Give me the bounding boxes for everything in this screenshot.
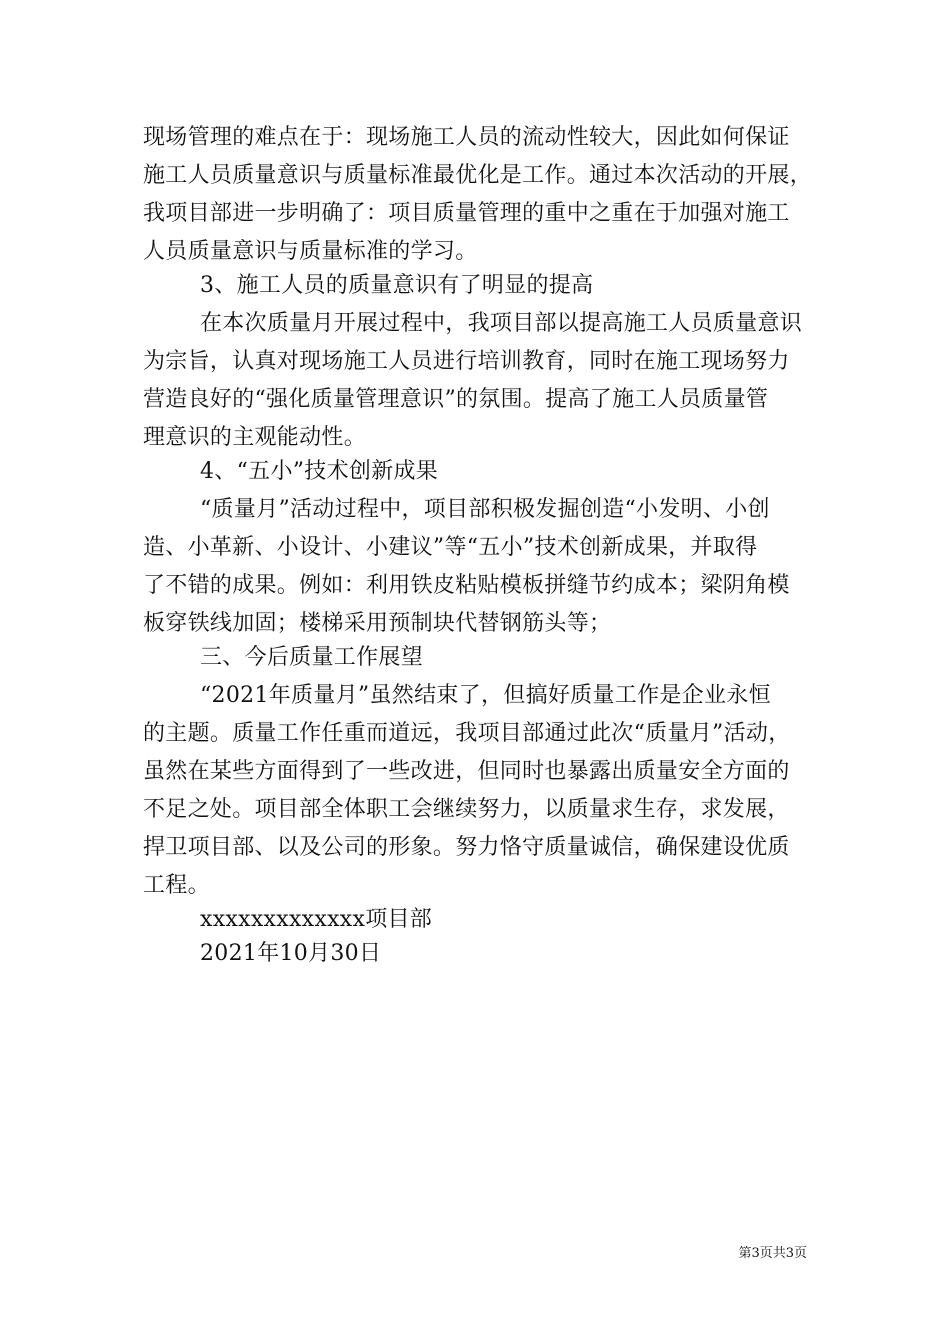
paragraph-line: 造、小革新、小设计、小建议”等“五小”技术创新成果，并取得 [143, 535, 758, 560]
signature-department: xxxxxxxxxxxxx项目部 [200, 907, 433, 932]
paragraph-line: 人员质量意识与质量标准的学习。 [143, 239, 478, 264]
page-number-footer: 第3页共3页 [738, 1246, 807, 1261]
paragraph-line: 了不错的成果。例如：利用铁皮粘贴模板拼缝节约成本；梁阴角模 [143, 573, 790, 598]
section-heading: 3、施工人员的质量意识有了明显的提高 [200, 273, 594, 298]
paragraph-line: 不足之处。项目部全体职工会继续努力，以质量求生存，求发展， [143, 797, 790, 822]
signature-date: 2021年10月30日 [200, 941, 382, 966]
paragraph-line: 工程。 [143, 873, 210, 898]
paragraph-line: 为宗旨，认真对现场施工人员进行培训教育，同时在施工现场努力 [143, 349, 790, 374]
paragraph-line: “2021年质量月”虽然结束了，但搞好质量工作是企业永恒 [200, 683, 771, 708]
paragraph-line: 板穿铁线加固；楼梯采用预制块代替钢筋头等； [143, 611, 612, 636]
paragraph-line: 的主题。质量工作任重而道远，我项目部通过此次“质量月”活动， [143, 721, 791, 746]
paragraph-line: 营造良好的“强化质量管理意识”的氛围。提高了施工人员质量管 [143, 387, 769, 412]
paragraph-line: 在本次质量月开展过程中，我项目部以提高施工人员质量意识 [200, 311, 803, 336]
paragraph-line: 虽然在某些方面得到了一些改进，但同时也暴露出质量安全方面的 [143, 759, 790, 784]
paragraph-line: 现场管理的难点在于：现场施工人员的流动性较大，因此如何保证 [143, 125, 790, 150]
paragraph-line: “质量月”活动过程中，项目部积极发掘创造“小发明、小创 [200, 497, 770, 522]
paragraph-line: 施工人员质量意识与质量标准最优化是工作。通过本次活动的开展， [143, 163, 813, 188]
section-heading: 4、“五小”技术创新成果 [200, 459, 439, 484]
paragraph-line: 我项目部进一步明确了：项目质量管理的重中之重在于加强对施工 [143, 201, 790, 226]
section-heading: 三、今后质量工作展望 [200, 645, 424, 670]
paragraph-line: 捍卫项目部、以及公司的形象。努力恪守质量诚信，确保建设优质 [143, 835, 790, 860]
paragraph-line: 理意识的主观能动性。 [143, 425, 367, 450]
